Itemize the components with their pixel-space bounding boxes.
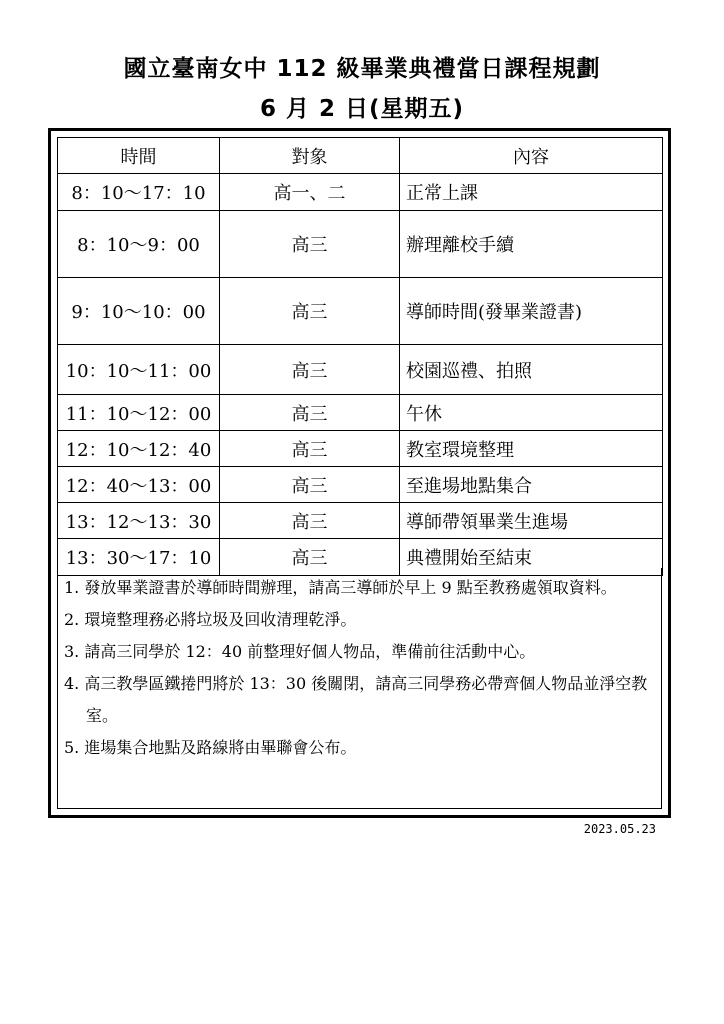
note-item: 4. 高三教學區鐵捲門將於 13：30 後關閉，請高三同學務必帶齊個人物品並淨空教室。 <box>64 674 648 725</box>
table-row <box>58 278 663 345</box>
row-target: 高三 <box>220 503 400 539</box>
table-row <box>58 431 663 467</box>
row-content: 教室環境整理 <box>400 431 663 467</box>
row-target: 高三 <box>220 395 400 431</box>
document-date: 2023.05.23 <box>583 822 656 836</box>
note-item: 1. 發放畢業證書於導師時間辦理，請高三導師於早上 9 點至教務處領取資料。 <box>64 578 617 597</box>
row-time: 8：10～9：00 <box>58 211 220 278</box>
table-row <box>58 467 663 503</box>
table-row <box>58 503 663 539</box>
row-content: 校園巡禮、拍照 <box>400 345 663 395</box>
row-target: 高三 <box>220 345 400 395</box>
row-time: 8：10～17：10 <box>58 174 220 211</box>
row-time: 11：10～12：00 <box>58 395 220 431</box>
table-row <box>58 395 663 431</box>
schedule-frame <box>48 128 671 818</box>
row-content: 正常上課 <box>400 174 663 211</box>
row-time: 10：10～11：00 <box>58 345 220 395</box>
row-content: 導師帶領畢業生進場 <box>400 503 663 539</box>
row-target: 高三 <box>220 539 400 576</box>
note-item: 2. 環境整理務必將垃圾及回收清理乾淨。 <box>64 610 357 629</box>
schedule-table <box>57 137 663 576</box>
row-content: 典禮開始至結束 <box>400 539 663 576</box>
row-time: 9：10～10：00 <box>58 278 220 345</box>
table-row <box>58 345 663 395</box>
row-target: 高三 <box>220 431 400 467</box>
row-time: 13：12～13：30 <box>58 503 220 539</box>
header-content: 內容 <box>400 138 663 174</box>
table-header-row <box>58 138 663 174</box>
row-time: 12：40～13：00 <box>58 467 220 503</box>
row-content: 至進場地點集合 <box>400 467 663 503</box>
row-target: 高三 <box>220 278 400 345</box>
table-row <box>58 174 663 211</box>
table-row <box>58 211 663 278</box>
document-subtitle: 6 月 2 日(星期五) <box>259 96 465 122</box>
row-target: 高一、二 <box>220 174 400 211</box>
document-title: 國立臺南女中 112 級畢業典禮當日課程規劃 <box>123 56 601 82</box>
row-time: 13：30～17：10 <box>58 539 220 576</box>
header-time: 時間 <box>58 138 220 174</box>
note-item: 5. 進場集合地點及路線將由畢聯會公布。 <box>64 738 357 757</box>
row-content: 辦理離校手續 <box>400 211 663 278</box>
notes-section <box>57 568 662 809</box>
row-time: 12：10～12：40 <box>58 431 220 467</box>
note-item: 3. 請高三同學於 12：40 前整理好個人物品，準備前往活動中心。 <box>64 642 536 661</box>
header-target: 對象 <box>220 138 400 174</box>
row-target: 高三 <box>220 467 400 503</box>
row-content: 導師時間(發畢業證書) <box>400 278 663 345</box>
row-content: 午休 <box>400 395 663 431</box>
row-target: 高三 <box>220 211 400 278</box>
